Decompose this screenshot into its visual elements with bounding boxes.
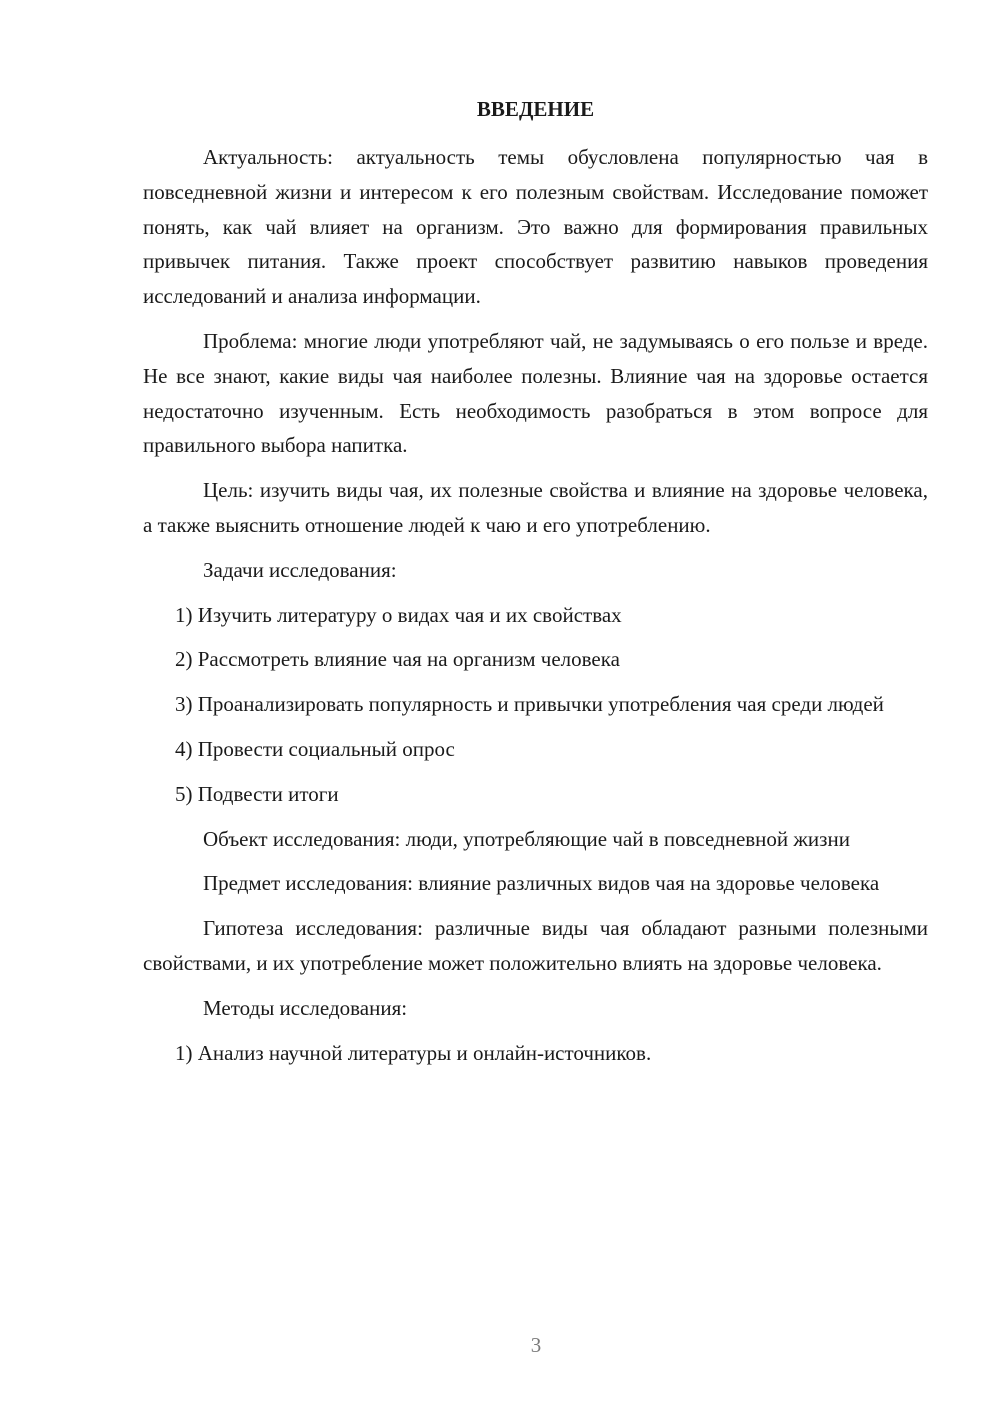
goal-paragraph: Цель: изучить виды чая, их полезные свойства и влияние на здоровье человека, а также выяснить отношение людей к чаю и его употреблению. <box>143 478 928 537</box>
page-number: 3 <box>530 1333 542 1357</box>
task-item: 2) Рассмотреть влияние чая на организм человека <box>175 647 620 672</box>
subject-paragraph: Предмет исследования: влияние различных видов чая на здоровье человека <box>203 871 880 896</box>
task-item: 5) Подвести итоги <box>175 781 339 806</box>
task-item: 4) Провести социальный опрос <box>175 736 455 761</box>
relevance-paragraph: Актуальность: актуальность темы обусловлена популярностью чая в повседневной жизни и интересом к его полезным свойствам. Исследование поможет понять, как чай влияет на организм. Это важно для формирования правильных привычек питания. Также проект способствует развитию навыков проведения исследований и анализа информации. <box>143 145 928 309</box>
methods-title: Методы исследования: <box>203 995 408 1020</box>
object-paragraph: Объект исследования: люди, употребляющие чай в повседневной жизни <box>203 826 850 851</box>
tasks-title: Задачи исследования: <box>203 557 397 582</box>
page-title: ВВЕДЕНИЕ <box>476 97 595 121</box>
task-item: 3) Проанализировать популярность и привычки употребления чая среди людей <box>175 692 884 717</box>
method-item: 1) Анализ научной литературы и онлайн-источников. <box>175 1040 652 1065</box>
hypothesis-paragraph: Гипотеза исследования: различные виды чая обладают разными полезными свойствами, и их употребление может положительно влиять на здоровье человека. <box>143 916 928 975</box>
problem-paragraph: Проблема: многие люди употребляют чай, не задумываясь о его пользе и вреде. Не все знают, какие виды чая наиболее полезны. Влияние чая на здоровье остается недостаточно изученным. Есть необходимость разобраться в этом вопросе для правильного выбора напитка. <box>143 328 928 458</box>
task-item: 1) Изучить литературу о видах чая и их свойствах <box>175 602 622 627</box>
